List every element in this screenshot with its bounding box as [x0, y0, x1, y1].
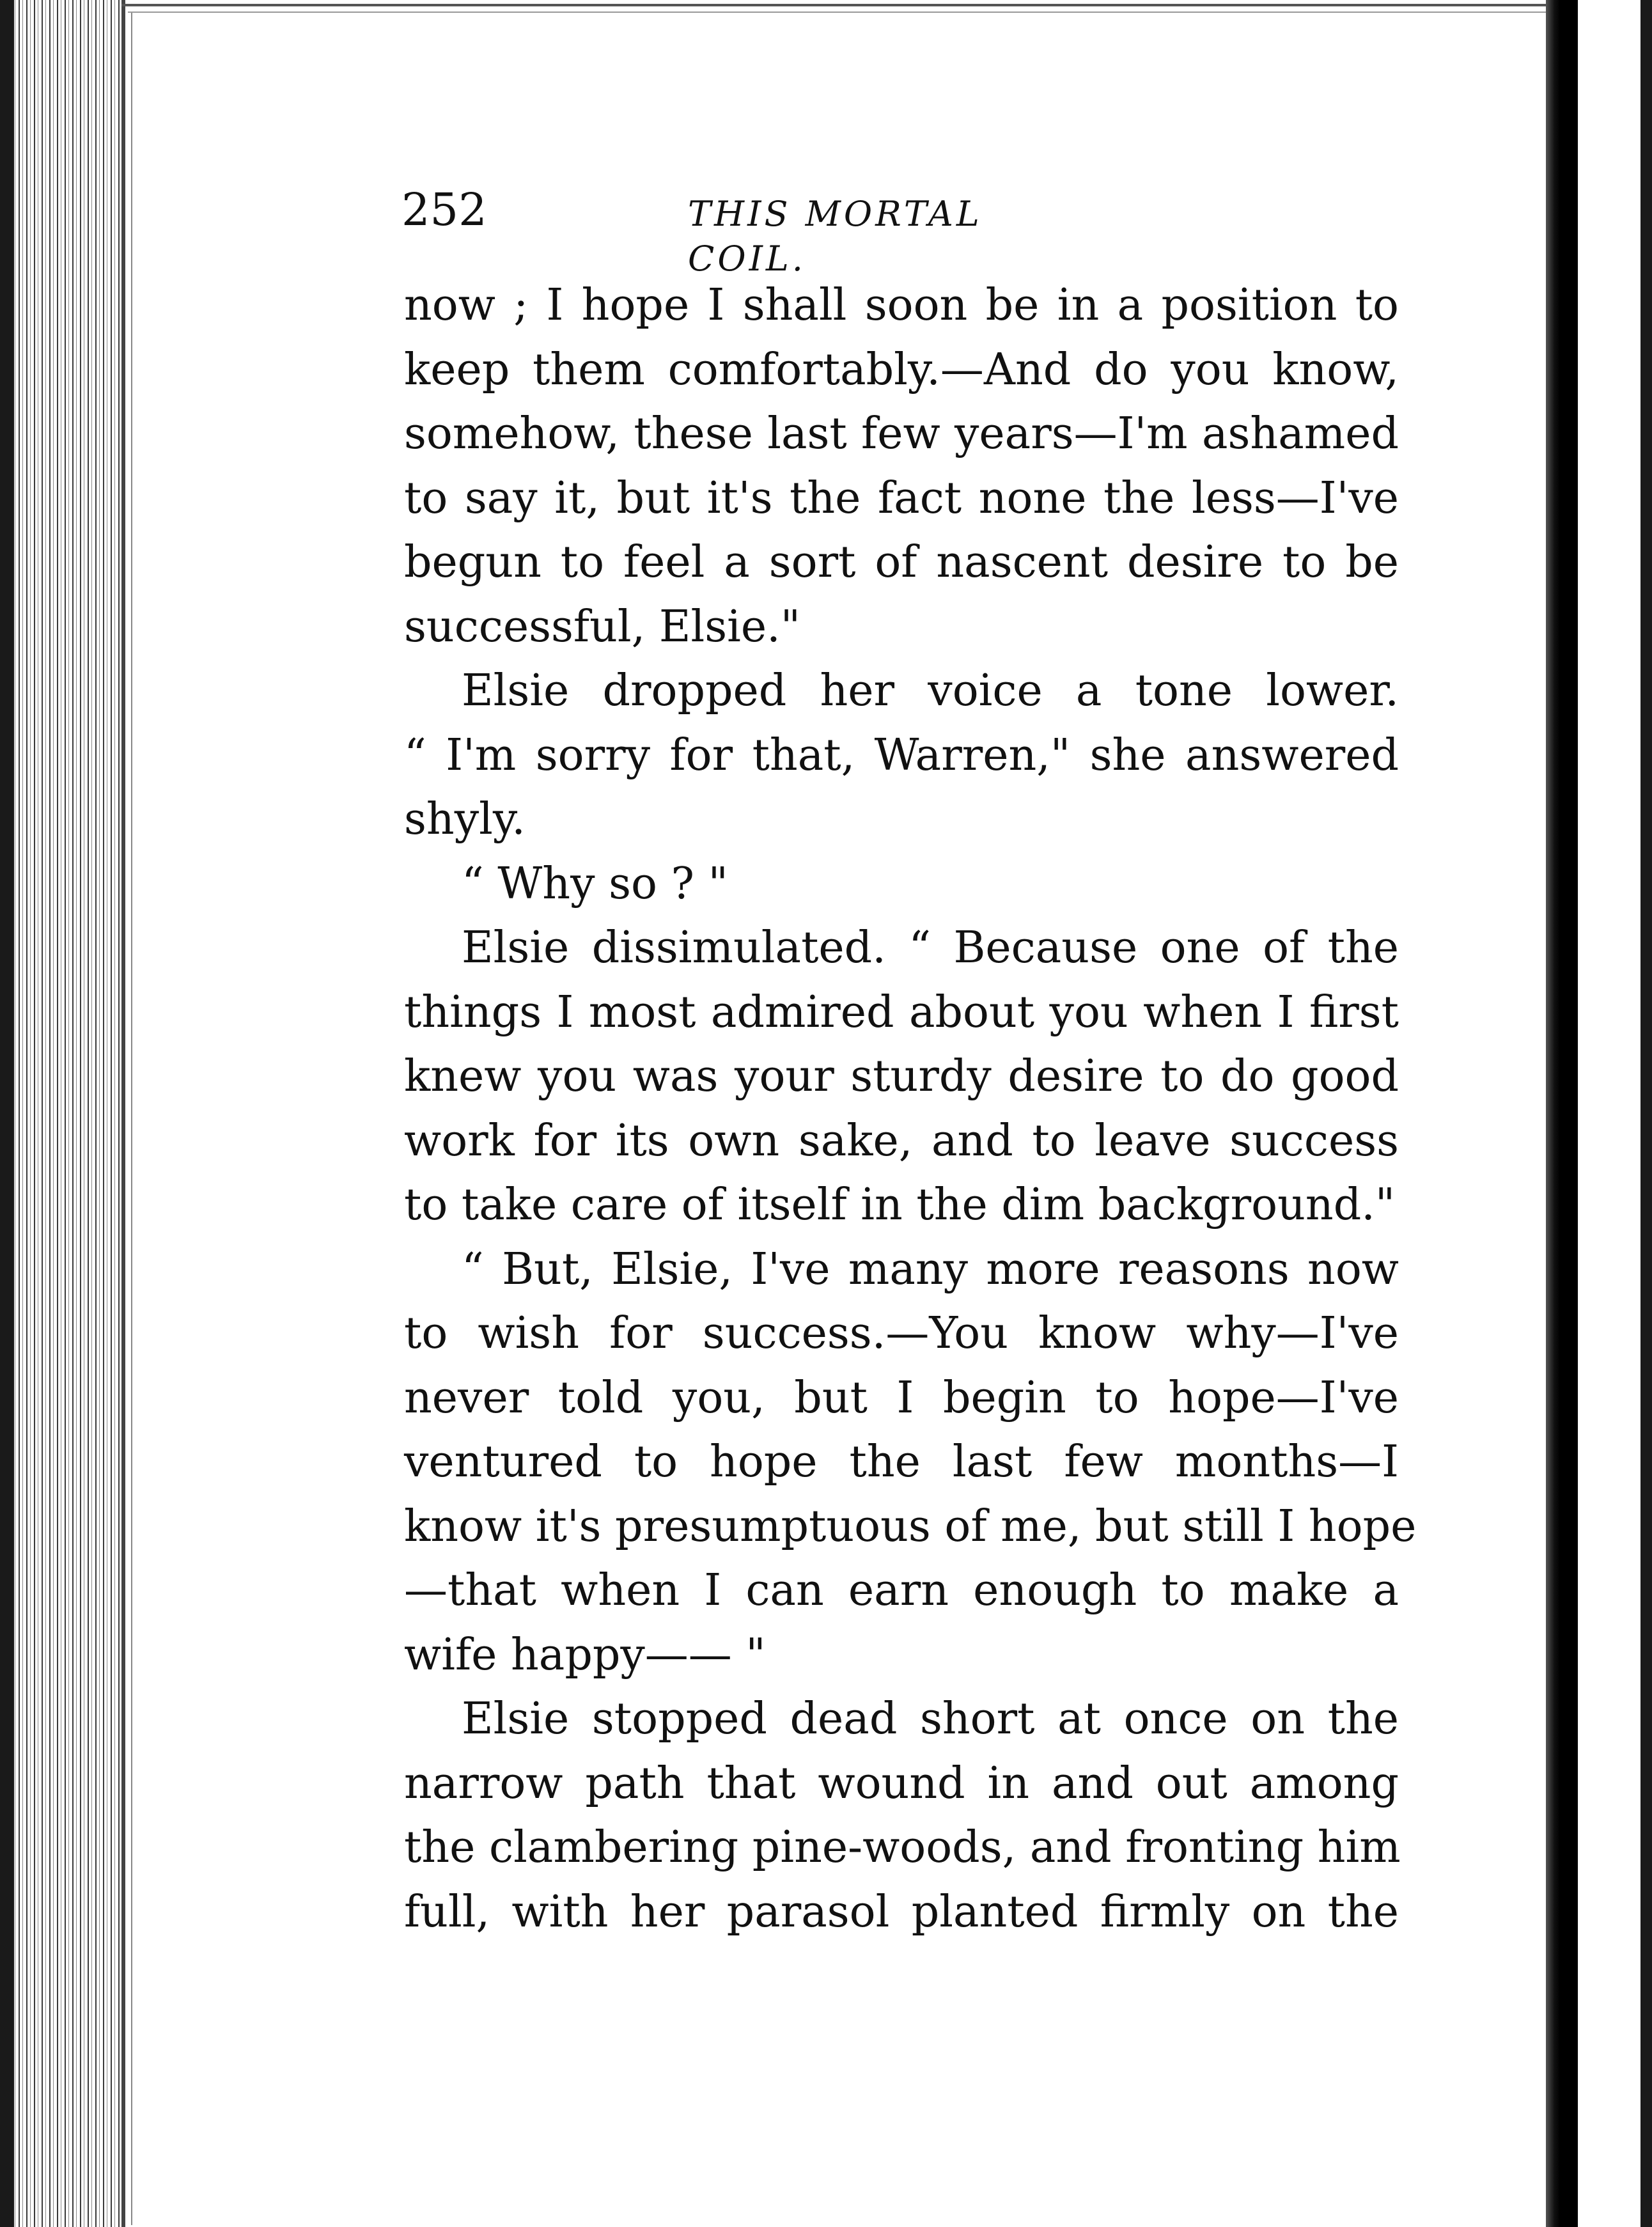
scan-right-border: [1640, 0, 1652, 2227]
text-line: to wish for success.—You know why—I've: [404, 1308, 1399, 1359]
book-spine-shadow: [0, 0, 14, 2227]
text-line: somehow, these last few years—I'm ashamed: [404, 409, 1399, 459]
text-line: work for its own sake, and to leave success: [404, 1115, 1399, 1166]
running-title: THIS MORTAL COIL.: [688, 194, 983, 279]
text-line: things I most admired about you when I first: [404, 987, 1399, 1038]
text-line: full, with her parasol planted firmly on the: [404, 1886, 1399, 1937]
text-line: narrow path that wound in and out among: [404, 1758, 1399, 1809]
page-left-border: [121, 0, 125, 2227]
text-line: shyly.: [404, 794, 526, 845]
page-right-shadow: [1546, 0, 1560, 2227]
text-line: wife happy—— ": [404, 1629, 766, 1680]
text-line: keep them comfortably.—And do you know,: [404, 344, 1399, 395]
text-line: knew you was your sturdy desire to do good: [404, 1051, 1399, 1102]
text-line: never told you, but I begin to hope—I've: [404, 1372, 1399, 1423]
text-line: Elsie dropped her voice a tone lower.: [462, 666, 1399, 716]
text-line: “ Why so ? ": [462, 858, 728, 909]
text-line: “ But, Elsie, I've many more reasons now: [462, 1244, 1399, 1295]
text-line: —that when I can earn enough to make a: [404, 1565, 1399, 1616]
text-line: to say it, but it's the fact none the less—I've: [404, 473, 1399, 524]
text-line: begun to feel a sort of nascent desire to be: [404, 537, 1399, 588]
text-line: successful, Elsie.": [404, 601, 801, 652]
text-line: to take care of itself in the dim background.": [404, 1180, 1396, 1230]
stacked-page-edges: [0, 0, 121, 2227]
running-head: [401, 184, 1111, 279]
page-top-edge: [121, 4, 1554, 6]
text-line: now ; I hope I shall soon be in a position to: [404, 280, 1399, 331]
text-line: “ I'm sorry for that, Warren," she answered: [404, 730, 1399, 781]
text-line: the clambering pine-woods, and fronting him: [404, 1822, 1401, 1873]
text-line: know it's presumptuous of me, but still I hope: [404, 1501, 1417, 1552]
page-number: 252: [401, 184, 487, 236]
text-line: Elsie dissimulated. “ Because one of the: [462, 923, 1399, 973]
body-text: [404, 274, 1417, 1944]
page-top-edge-inner: [128, 12, 1554, 13]
page-right-edge-dark: [1560, 0, 1578, 2227]
next-page-sliver: [1578, 0, 1640, 2227]
text-line: Elsie stopped dead short at once on the: [462, 1694, 1399, 1744]
text-line: ventured to hope the last few months—I: [404, 1437, 1399, 1487]
page-inner-border: [131, 13, 132, 2225]
